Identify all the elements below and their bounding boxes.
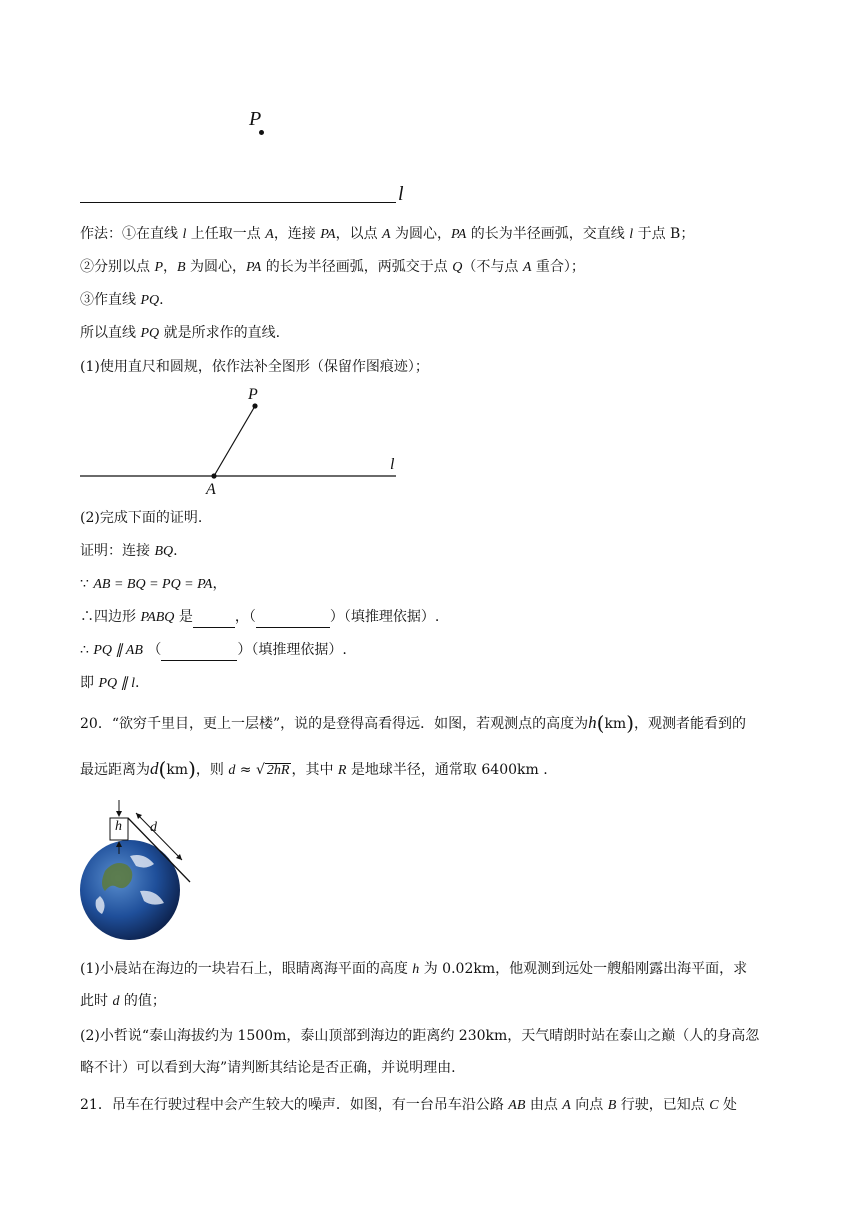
line-l <box>80 202 396 203</box>
earth-figure <box>70 796 200 946</box>
segment-pa <box>214 406 255 476</box>
q20-part-1-line-1: (1)小晨站在海边的一块岩石上，眼睛离海平面的高度 h 为 0.02km，他观测到远处一艘船刚露出海平面，求 <box>80 961 748 977</box>
proof-line-5: 即 PQ ∥ l. <box>80 675 140 691</box>
line-l-label: l <box>398 183 404 205</box>
proof-line-3: ∴四边形 PABQ 是 ，（ ）（填推理依据）. <box>80 607 439 628</box>
point-p-dot <box>259 130 264 135</box>
proof-line-2: ∵ AB = BQ = PQ = PA， <box>80 576 227 592</box>
point-a-dot <box>211 473 216 478</box>
answer-blank-2[interactable] <box>256 607 330 628</box>
method-step-1: 作法：①在直线 l 上任取一点 A，连接 PA，以点 A 为圆心，PA 的长为半径画弧，交直线 l 于点 B； <box>80 226 695 242</box>
method-conclusion: 所以直线 PQ 就是所求作的直线. <box>80 325 281 341</box>
q20-line-2: 最远距离为d(km)，则 d ≈ √ 2hR ，其中 R 是地球半径，通常取 6400km . <box>80 757 548 781</box>
q20-part-2-line-2: 略不计）可以看到大海”请判断其结论是否正确，并说明理由. <box>80 1060 456 1076</box>
method-step-3: ③作直线 PQ. <box>80 292 164 308</box>
part-1: (1)使用直尺和圆规，依作法补全图形（保留作图痕迹）； <box>80 359 429 375</box>
proof-line-4: ∴ PQ ∥ AB （ ）（填推理依据）. <box>80 640 347 661</box>
earth-globe <box>80 840 180 940</box>
q21-line-1: 21．吊车在行驶过程中会产生较大的噪声．如图，有一台吊车沿公路 AB 由点 A 向点 B 行驶，已知点 C 处 <box>80 1097 738 1113</box>
point-a-label: A <box>206 481 216 498</box>
method-step-2: ②分别以点 P，B 为圆心，PA 的长为半径画弧，两弧交于点 Q（不与点 A 重合）； <box>80 259 585 275</box>
answer-blank-3[interactable] <box>161 640 237 661</box>
answer-blank-1[interactable] <box>193 607 235 628</box>
point-p-2-label: P <box>248 386 258 403</box>
point-p-2-dot <box>252 403 257 408</box>
earth-h-label: h <box>115 819 122 834</box>
q20-part-1-line-2: 此时 d 的值； <box>80 993 166 1009</box>
part-2: (2)完成下面的证明. <box>80 510 203 526</box>
q20-part-2-line-1: (2)小哲说“泰山海拔约为 1500m，泰山顶部到海边的距离约 230km，天气晴朗时站在泰山之巅（人的身高忽 <box>80 1028 760 1044</box>
line-l-2-label: l <box>390 456 395 473</box>
earth-d-label: d <box>150 820 157 835</box>
proof-line-1: 证明：连接 BQ. <box>80 543 178 559</box>
q20-line-1: 20．“欲穷千里目，更上一层楼”，说的是登得高看得远．如图，若观测点的高度为h(km)，观测者能看到的 <box>80 711 747 735</box>
point-p-label: P <box>249 108 262 130</box>
